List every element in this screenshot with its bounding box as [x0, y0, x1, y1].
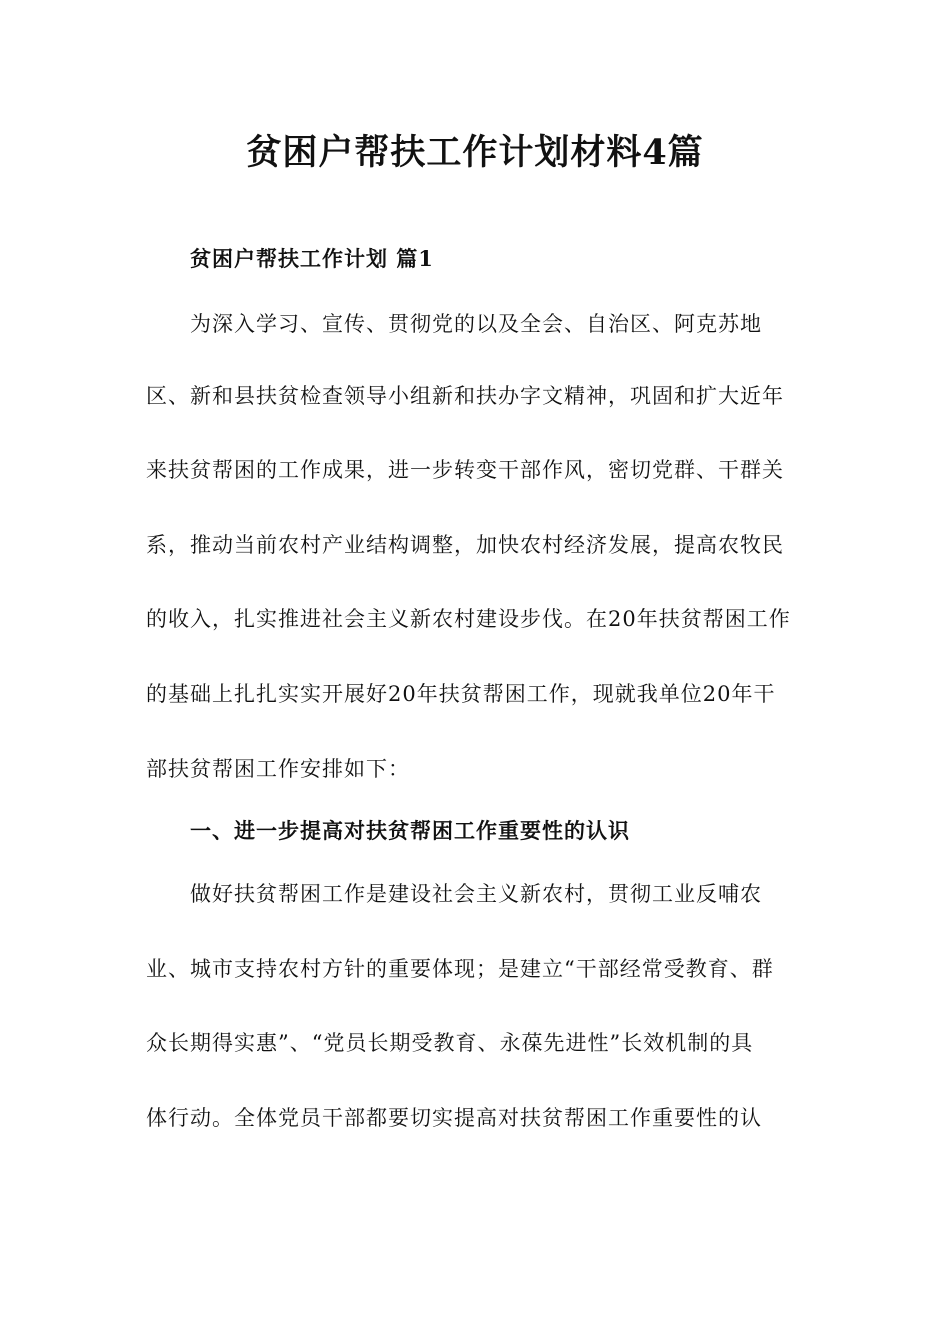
- paragraph-line: 系，推动当前农村产业结构调整，加快农村经济发展，提高农牧民: [146, 533, 784, 557]
- paragraph-line: 部扶贫帮困工作安排如下：: [146, 757, 410, 781]
- paragraph-line: 众长期得实惠”、“党员长期受教育、永葆先进性”长效机制的具: [146, 1031, 754, 1055]
- subheading: 一、进一步提高对扶贫帮困工作重要性的认识: [190, 818, 630, 843]
- paragraph-line: 区、新和县扶贫检查领导小组新和扶办字文精神，巩固和扩大近年: [146, 384, 784, 408]
- paragraph-line: 的收入，扎实推进社会主义新农村建设步伐。在20年扶贫帮困工作: [146, 607, 791, 631]
- section-heading: 贫困户帮扶工作计划 篇1: [190, 246, 434, 271]
- paragraph-line: 业、城市支持农村方针的重要体现；是建立“干部经常受教育、群: [146, 957, 774, 981]
- paragraph-line: 体行动。全体党员干部都要切实提高对扶贫帮困工作重要性的认: [146, 1106, 762, 1130]
- paragraph-line: 做好扶贫帮困工作是建设社会主义新农村，贯彻工业反哺农: [190, 882, 762, 906]
- document-title: 贫困户帮扶工作计划材料4篇: [246, 132, 704, 173]
- paragraph-line: 的基础上扎扎实实开展好20年扶贫帮困工作，现就我单位20年干: [146, 682, 776, 706]
- paragraph-line: 来扶贫帮困的工作成果，进一步转变干部作风，密切党群、干群关: [146, 458, 784, 482]
- paragraph-line: 为深入学习、宣传、贯彻党的以及全会、自治区、阿克苏地: [190, 312, 762, 336]
